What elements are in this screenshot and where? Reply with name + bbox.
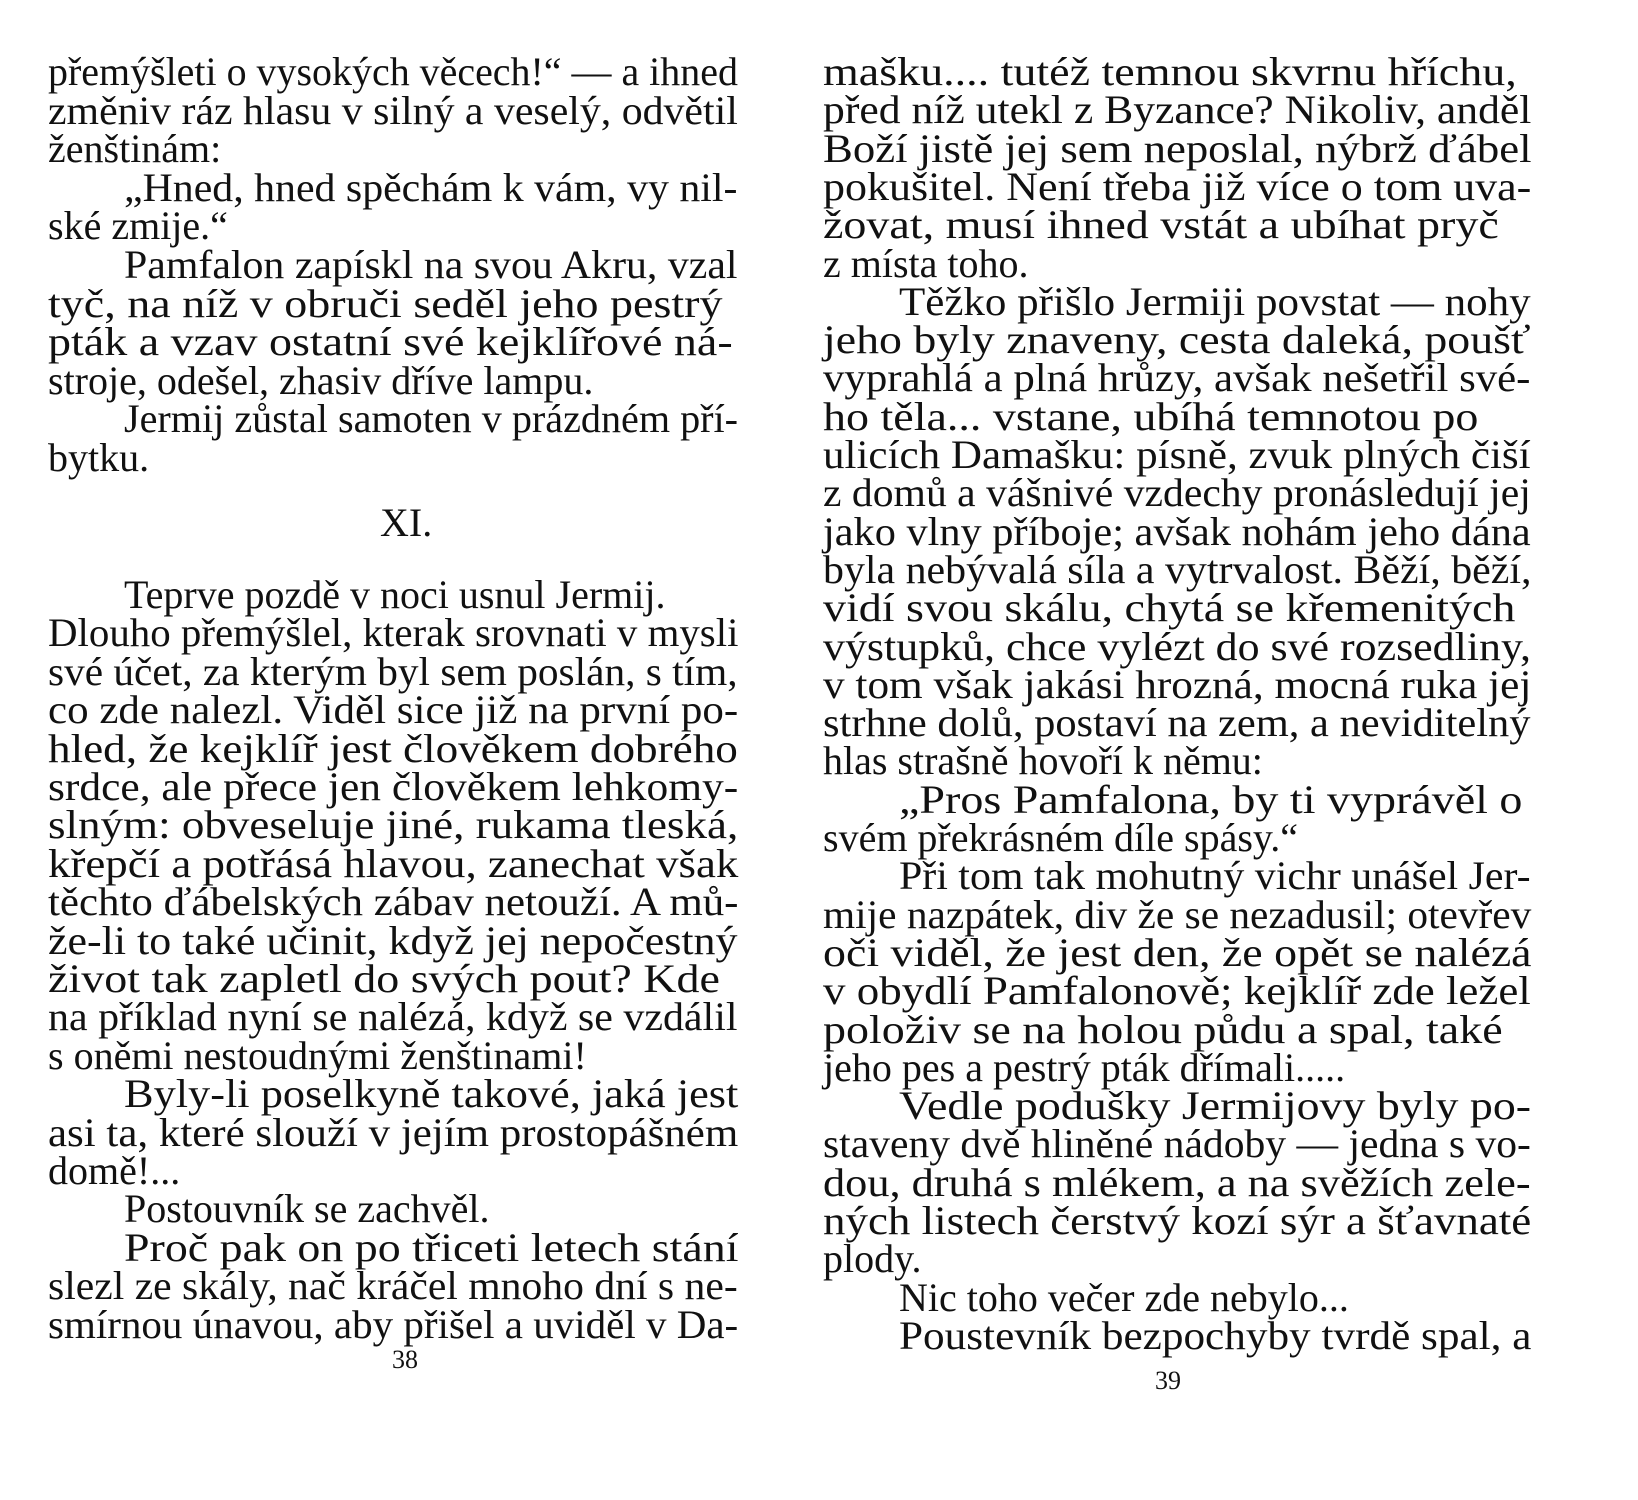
text-line: tyč, na níž v obruči seděl jeho pestrý bbox=[48, 280, 723, 326]
text-line: hlas strašně hovoří k němu: bbox=[823, 738, 1263, 784]
text-line: oči viděl, že jest den, že opět se nalézá bbox=[823, 929, 1532, 975]
text-line: plody. bbox=[823, 1236, 922, 1282]
text-line: s oněmi nestoudnými ženštinami! bbox=[48, 1032, 587, 1078]
text-line: na příklad nyní se nalézá, když se vzdálil bbox=[48, 994, 738, 1040]
text-line: slezl ze skály, nač kráčel mnoho dní s ne- bbox=[48, 1263, 738, 1309]
text-line: co zde nalezl. Viděl sice již na první po- bbox=[48, 687, 739, 733]
text-line: výstupků, chce vylézt do své rozsedliny, bbox=[823, 623, 1532, 669]
text-line: „Pros Pamfalona, by ti vyprávěl o bbox=[899, 776, 1523, 822]
text-line: Těžko přišlo Jermiji povstat — nohy bbox=[899, 278, 1531, 324]
text-line: svém překrásném díle spásy.“ bbox=[823, 815, 1299, 860]
page-number-right: 39 bbox=[1155, 1366, 1181, 1395]
text-line: ných listech čerstvý kozí sýr a šťavnaté bbox=[823, 1198, 1532, 1243]
text-line: smírnou únavou, aby přišel a uviděl v Da- bbox=[48, 1301, 739, 1347]
text-line: pokušitel. Není třeba již více o tom uva- bbox=[823, 163, 1532, 209]
text-line: křepčí a potřásá hlavou, zanechat však bbox=[48, 840, 739, 886]
text-line: ské zmije.“ bbox=[48, 203, 228, 249]
text-line: „Hned, hned spěchám k vám, vy nil- bbox=[124, 164, 738, 210]
text-line: Nic toho večer zde nebylo... bbox=[899, 1274, 1349, 1320]
text-line: Jermij zůstal samoten v prázdném pří- bbox=[124, 396, 739, 442]
text-line: své účet, za kterým byl sem poslán, s tím, bbox=[48, 648, 738, 694]
text-line: Vedle podušky Jermijovy byly po- bbox=[899, 1083, 1532, 1129]
text-line: že-li to také učinit, když jej nepočestný bbox=[48, 917, 738, 963]
text-line: Teprve pozdě v noci usnul Jermij. bbox=[124, 572, 666, 617]
text-line: vyprahlá a plná hrůzy, avšak nešetřil své- bbox=[823, 355, 1531, 401]
text-line: byla nebývalá síla a vytrvalost. Běží, běží, bbox=[823, 546, 1532, 592]
text-line: stroje, odešel, zhasiv dříve lampu. bbox=[48, 357, 594, 403]
text-line: Byly-li poselkyně takové, jaká jest bbox=[124, 1071, 739, 1117]
text-line: v tom však jakási hrozná, mocná ruka jej bbox=[823, 661, 1532, 707]
text-line: dou, druhá s mlékem, a na svěžích zele- bbox=[823, 1159, 1531, 1205]
text-line: Při tom tak mohutný vichr unášel Jer- bbox=[899, 853, 1531, 899]
text-line: strhne dolů, postaví na zem, a neviditelný bbox=[823, 700, 1531, 746]
chapter-heading: XI. bbox=[380, 500, 433, 545]
text-line: Pamfalon zapískl na svou Akru, vzal bbox=[124, 242, 738, 287]
text-line: ulicích Damašku: písně, zvuk plných čiší bbox=[823, 432, 1531, 477]
text-line: z místa toho. bbox=[823, 240, 1029, 286]
text-line: Poustevník bezpochyby tvrdě spal, a bbox=[899, 1312, 1532, 1358]
text-line: bytku. bbox=[48, 435, 150, 480]
text-line: ženštinám: bbox=[48, 126, 222, 172]
text-line: žovat, musí ihned vstát a ubíhat pryč bbox=[823, 202, 1499, 248]
text-line: asi ta, které slouží v jejím prostopášném bbox=[48, 1109, 739, 1155]
text-line: domě!... bbox=[48, 1148, 181, 1193]
text-line: pták a vzav ostatní své kejklířové ná- bbox=[48, 319, 733, 365]
text-line: Dlouho přemýšlel, kterak srovnati v mysli bbox=[48, 610, 739, 656]
text-line: srdce, ale přece jen člověkem lehkomy- bbox=[48, 764, 739, 809]
text-line: život tak zapletl do svých pout? Kde bbox=[48, 956, 720, 1001]
text-line: v obydlí Pamfalonově; kejklíř zde ležel bbox=[823, 968, 1531, 1014]
text-line: jako vlny příboje; avšak nohám jeho dána bbox=[823, 508, 1531, 554]
text-line: těchto ďábelských zábav netouží. A mů- bbox=[48, 879, 739, 925]
text-line: Boží jistě jej sem neposlal, nýbrž ďábel bbox=[823, 125, 1532, 171]
text-line: položiv se na holou půdu a spal, také bbox=[823, 1006, 1503, 1052]
text-line: Postouvník se zachvěl. bbox=[124, 1186, 490, 1232]
text-line: Proč pak on po třiceti letech stání bbox=[124, 1224, 739, 1270]
text-line: ho těla... vstane, ubíhá temnotou po bbox=[823, 393, 1479, 439]
right-page bbox=[819, 0, 1638, 1500]
text-line: mije nazpátek, div že se nezadusil; otevřev bbox=[823, 891, 1532, 937]
text-line: staveny dvě hliněné nádoby — jedna s vo- bbox=[823, 1121, 1531, 1167]
text-line: jeho byly znaveny, cesta daleká, poušť bbox=[823, 317, 1531, 363]
text-line: slným: obveseluje jiné, rukama tleská, bbox=[48, 802, 739, 848]
text-line: mašku.... tutéž temnou skvrnu hříchu, bbox=[823, 49, 1517, 94]
page-number-left: 38 bbox=[392, 1345, 418, 1374]
text-line: jeho pes a pestrý pták dřímali..... bbox=[823, 1044, 1346, 1090]
text-line: vidí svou skálu, chytá se křemenitých bbox=[823, 585, 1516, 631]
text-line: z domů a vášnivé vzdechy pronásledují jej bbox=[823, 470, 1531, 516]
text-line: přemýšleti o vysokých věcech!“ — a ihned bbox=[48, 49, 738, 94]
text-line: změniv ráz hlasu v silný a veselý, odvětil bbox=[48, 87, 738, 133]
text-line: hled, že kejklíř jest člověkem dobrého bbox=[48, 725, 738, 771]
text-line: před níž utekl z Byzance? Nikoliv, anděl bbox=[823, 87, 1532, 133]
